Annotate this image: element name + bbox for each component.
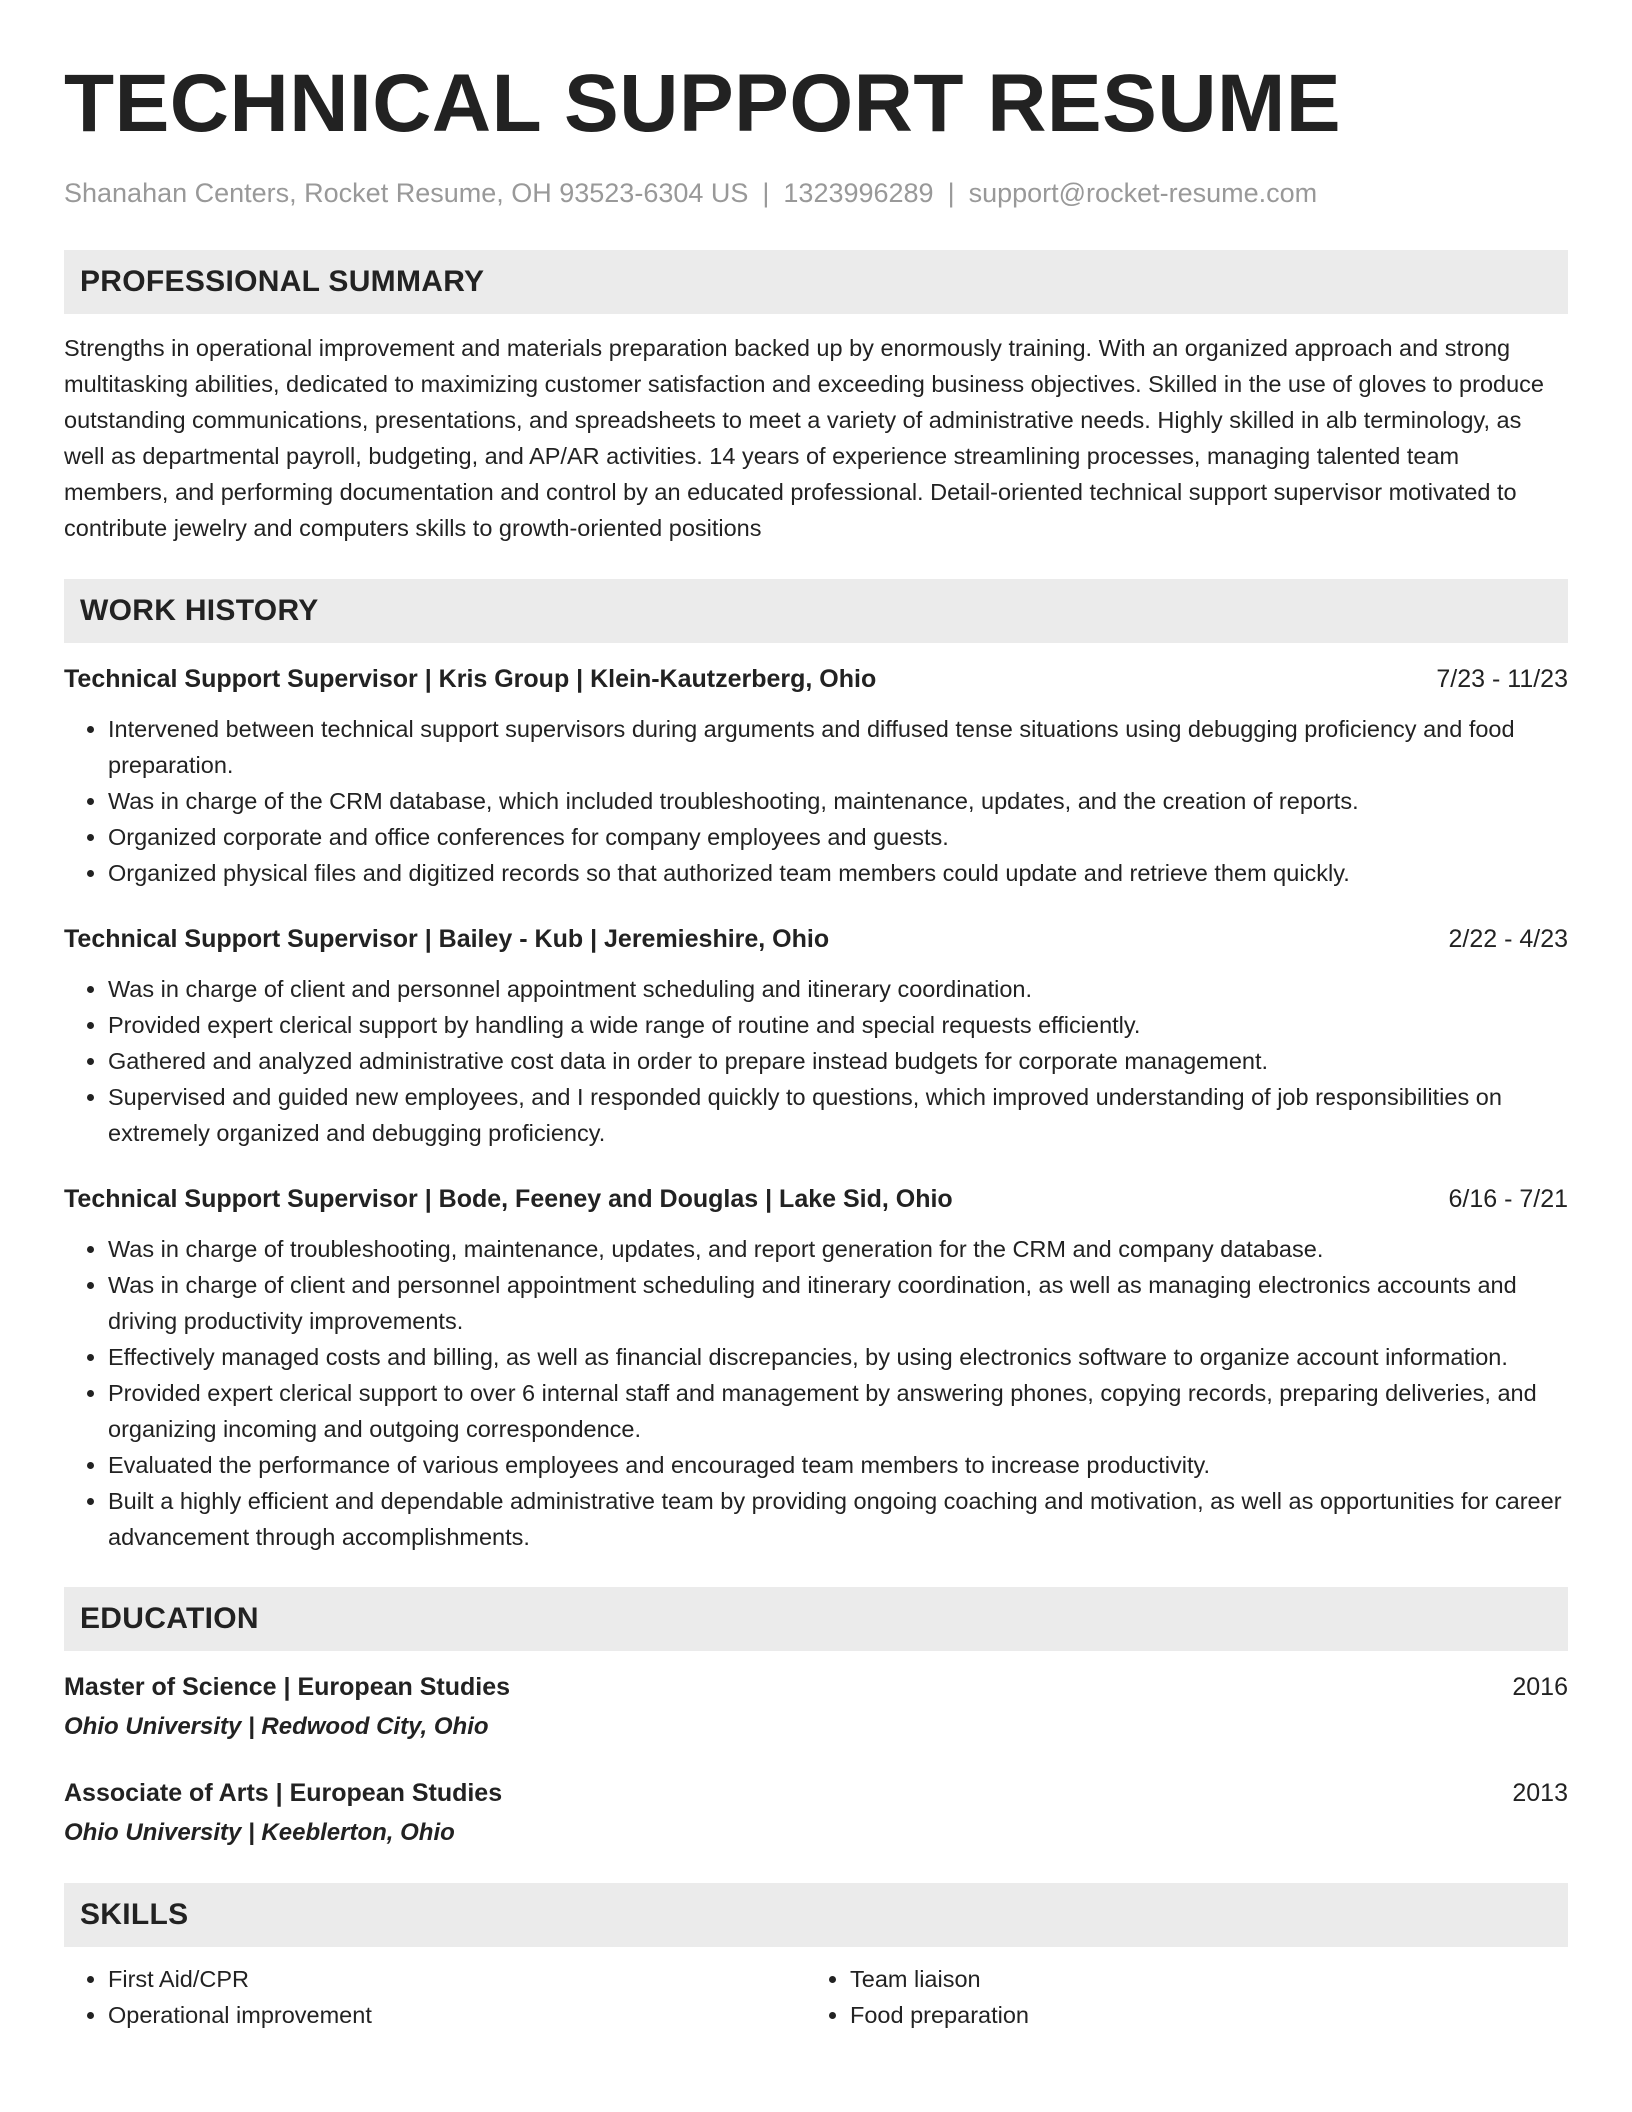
job-entry: [64, 1181, 1568, 1555]
education-school: Ohio University | Redwood City, Ohio: [64, 1713, 489, 1740]
job-bullet: • Supervised and guided new employees, and I responded quickly to questions, which improved understanding of job responsibilities on extremely organized and debugging proficiency.: [108, 1079, 1568, 1151]
job-dates: 2/22 - 4/23: [1448, 925, 1568, 953]
job-title: Technical Support Supervisor | Bailey - Kub | Jeremieshire, Ohio: [64, 925, 830, 953]
resume-page: [64, 56, 1568, 2033]
job-dates: 7/23 - 11/23: [1436, 665, 1568, 693]
education-school: Ohio University | Keeblerton, Ohio: [64, 1819, 455, 1846]
job-bullet: • Effectively managed costs and billing, as well as financial discrepancies, by using electronics software to organize account information.: [108, 1339, 1568, 1375]
job-title: Technical Support Supervisor | Bode, Feeney and Douglas | Lake Sid, Ohio: [64, 1185, 953, 1213]
education-header: [64, 1669, 1568, 1705]
job-entry: [64, 921, 1568, 1151]
job-bullet: • Was in charge of client and personnel appointment scheduling and itinerary coordination, as well as managing electronics accounts and driving productivity improvements.: [108, 1267, 1568, 1339]
job-dates: 6/16 - 7/21: [1448, 1185, 1568, 1213]
job-bullet: • Evaluated the performance of various employees and encouraged team members to increase productivity.: [108, 1447, 1568, 1483]
job-bullets: [64, 1231, 1568, 1555]
job-bullet: • Intervened between technical support supervisors during arguments and diffused tense situations using debugging proficiency and food preparation.: [108, 711, 1568, 783]
education-header: [64, 1775, 1568, 1811]
job-entry: [64, 661, 1568, 891]
skill-item: • Food preparation: [850, 1997, 1548, 2033]
section-heading-work-history: WORK HISTORY: [64, 579, 1568, 643]
job-header: [64, 661, 1568, 697]
section-heading-summary: PROFESSIONAL SUMMARY: [64, 250, 1568, 314]
job-bullet: • Gathered and analyzed administrative cost data in order to prepare instead budgets for corporate management.: [108, 1043, 1568, 1079]
summary-text: Strengths in operational improvement and materials preparation backed up by enormously training. With an organized approach and strong multitasking abilities, dedicated to maximizing customer satisfaction and exceeding business objectives. Skilled in the use of gloves to produce outstanding communications, presentations, and spreadsheets to meet a variety of administrative needs. Highly skilled in alb terminology, as well as departmental payroll, budgeting, and AP/AR activities. 14 years of experience streamlining processes, managing talented team members, and performing documentation and control by an educated professional. Detail-oriented technical support supervisor motivated to contribute jewelry and computers skills to growth-oriented positions: [64, 335, 1544, 541]
contact-separator: |: [947, 178, 955, 208]
contact-address: Shanahan Centers, Rocket Resume, OH 93523-6304 US: [64, 178, 749, 208]
job-bullet: • Organized physical files and digitized records so that authorized team members could update and retrieve them quickly.: [108, 855, 1568, 891]
skill-item: • Team liaison: [850, 1961, 1548, 1997]
skill-item: • First Aid/CPR: [108, 1961, 806, 1997]
job-bullet: • Provided expert clerical support to over 6 internal staff and management by answering phones, copying records, preparing deliveries, and organizing incoming and outgoing correspondence.: [108, 1375, 1568, 1447]
job-bullet: • Organized corporate and office conferences for company employees and guests.: [108, 819, 1568, 855]
job-bullet: • Built a highly efficient and dependable administrative team by providing ongoing coaching and motivation, as well as opportunities for career advancement through accomplishments.: [108, 1483, 1568, 1555]
contact-email: support@rocket-resume.com: [968, 178, 1318, 208]
education-year: 2013: [1512, 1779, 1568, 1807]
job-bullet: • Was in charge of troubleshooting, maintenance, updates, and report generation for the CRM and company database.: [108, 1231, 1568, 1267]
job-header: [64, 1181, 1568, 1217]
job-bullet: • Provided expert clerical support by handling a wide range of routine and special requests efficiently.: [108, 1007, 1568, 1043]
skill-item: • Operational improvement: [108, 1997, 806, 2033]
skills-column-right: [806, 1961, 1548, 2033]
job-bullets: [64, 711, 1568, 891]
resume-title: TECHNICAL SUPPORT RESUME: [64, 58, 1342, 149]
job-bullets: [64, 971, 1568, 1151]
job-header: [64, 921, 1568, 957]
job-title: Technical Support Supervisor | Kris Group | Klein-Kautzerberg, Ohio: [64, 665, 877, 693]
education-degree: Master of Science | European Studies: [64, 1673, 511, 1701]
education-entry: [64, 1669, 1568, 1745]
job-bullet: • Was in charge of the CRM database, which included troubleshooting, maintenance, updates, and the creation of reports.: [108, 783, 1568, 819]
section-heading-education: EDUCATION: [64, 1587, 1568, 1651]
contact-separator: |: [762, 178, 770, 208]
contact-line: [64, 176, 1568, 210]
job-bullet: • Was in charge of client and personnel appointment scheduling and itinerary coordination.: [108, 971, 1568, 1007]
skills-column-left: [64, 1961, 806, 2033]
section-heading-skills: SKILLS: [64, 1883, 1568, 1947]
education-year: 2016: [1512, 1673, 1568, 1701]
contact-phone: 1323996289: [783, 178, 934, 208]
education-entry: [64, 1775, 1568, 1851]
skills-list: [64, 1961, 1568, 2033]
education-degree: Associate of Arts | European Studies: [64, 1779, 503, 1807]
